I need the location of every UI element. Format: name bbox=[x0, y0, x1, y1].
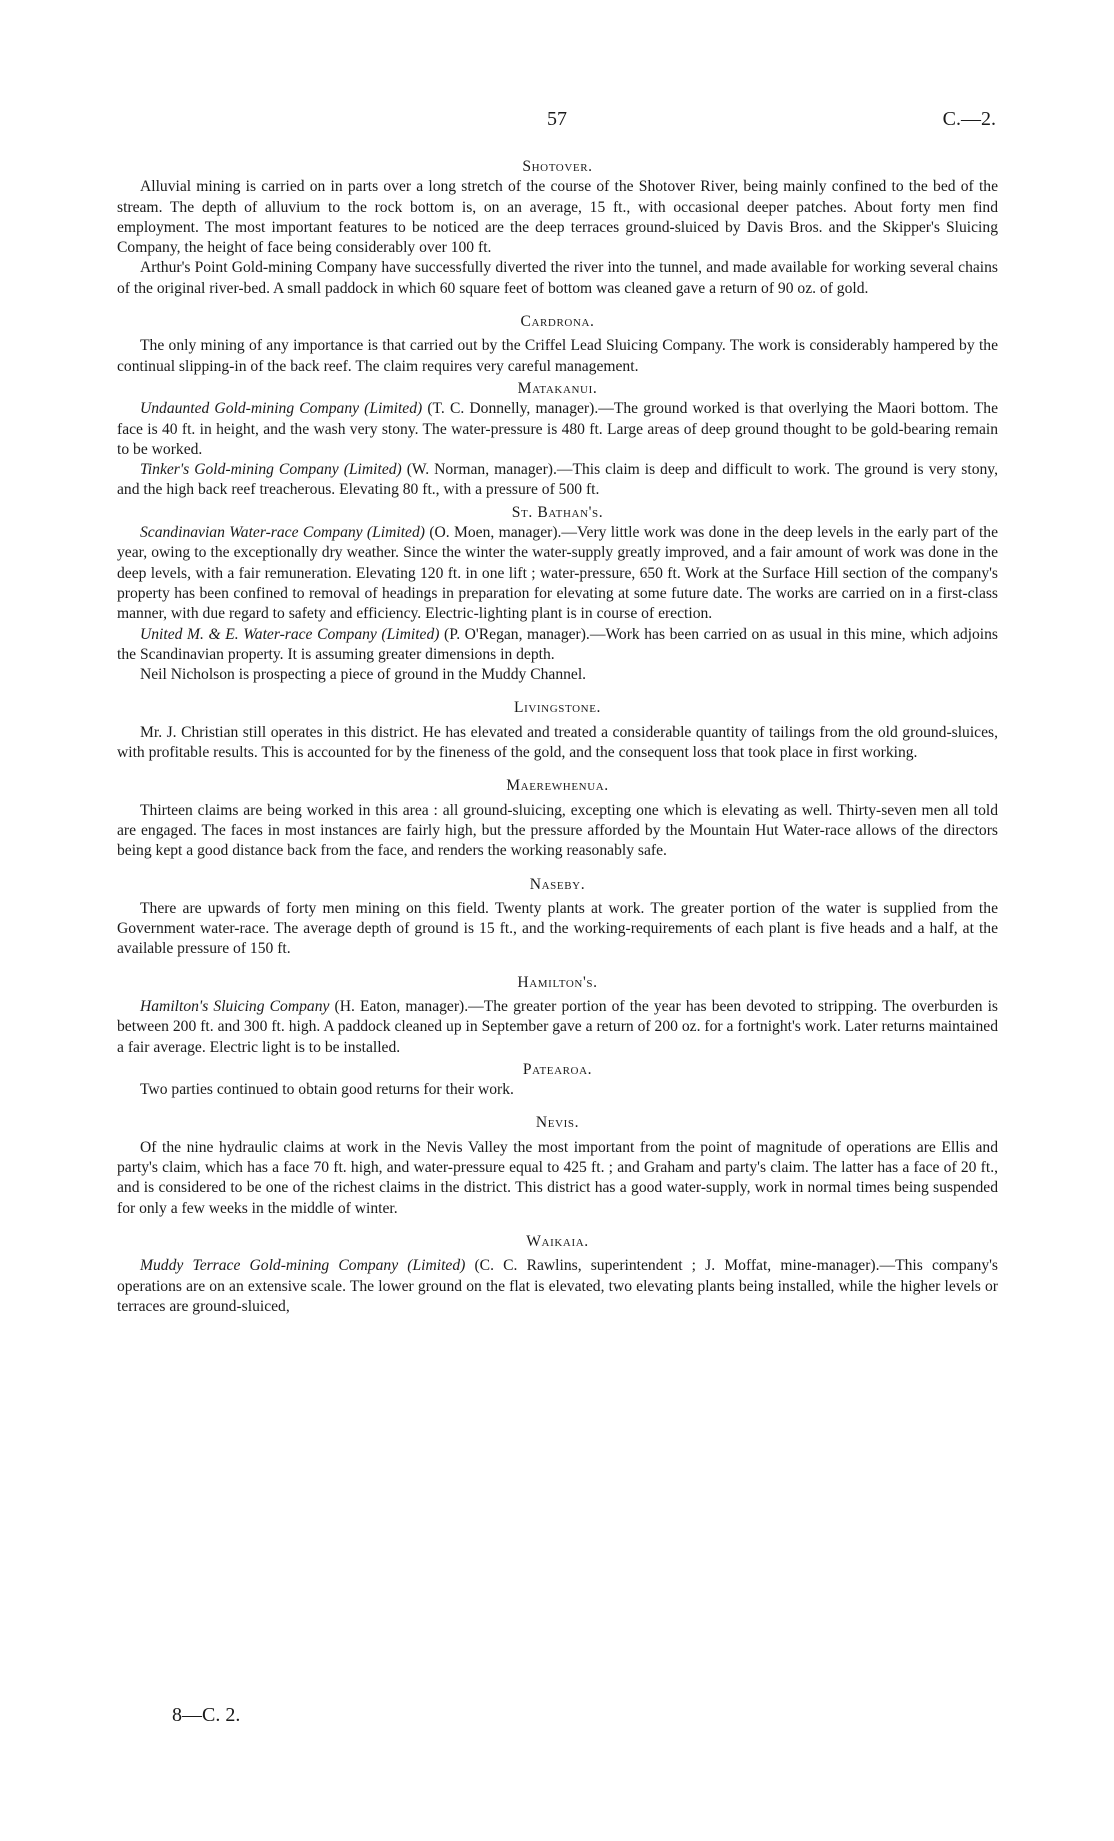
section-heading-waikaia: Waikaia. bbox=[526, 1232, 589, 1250]
section-heading-hamiltons: Hamilton's. bbox=[517, 973, 598, 991]
paragraph-text: (P. O'Regan, manager).—Work has been carried on as usual in this mine, which adjoins the Scandinavian property. It is assuming greater dimensions in depth. bbox=[117, 625, 998, 663]
paragraph bbox=[117, 523, 998, 624]
paragraph bbox=[117, 399, 998, 460]
paragraph bbox=[117, 1256, 998, 1317]
section-heading-st-bathans: St. Bathan's. bbox=[511, 503, 604, 521]
paragraph-text: (O. Moen, manager).—Very little work was done in the deep levels in the early part of the year, owing to the exceptionally dry weather. Since the winter the water-supply greatly improved, and a fair amount of work was done in the deep levels, with a fair remuneration. Elevating 120 ft. in one lift ; water-pressure, 650 ft. Work at the Surface Hill section of the company's property has been confined to removal of headings in preparation for elevating at some future date. The works are carried on in a first-class manner, with due regard to safety and efficiency. Electric-lighting plant is in course of erection. bbox=[117, 524, 998, 623]
paragraph: The only mining of any importance is that carried out by the Criffel Lead Sluicing Company. The work is considerably hampered by the continual slipping-in of the back reef. The claim requires very careful management. bbox=[117, 337, 998, 375]
paragraph: Alluvial mining is carried on in parts over a long stretch of the course of the Shotover River, being mainly confined to the bed of the stream. The depth of alluvium to the rock bottom is, on an average, 15 ft., with occasional deeper patches. About forty men find employment. The most important features to be noticed are the deep terraces ground-sluiced by Davis Bros. and the Skipper's Sluicing Company, the height of face being considerably over 100 ft. bbox=[117, 178, 998, 257]
page-body bbox=[117, 155, 998, 1317]
paragraph: Arthur's Point Gold-mining Company have successfully diverted the river into the tunnel, and made available for working several chains of the original river-bed. A small paddock in which 60 square feet of bottom was cleaned gave a return of 90 oz. of gold. bbox=[117, 259, 998, 297]
paragraph-text: (T. C. Donnelly, manager).—The ground worked is that overlying the Maori bottom. The face is 40 ft. in height, and the wash very stony. The water-pressure is 480 ft. Large areas of deep ground thought to be gold-bearing remain to be worked. bbox=[117, 400, 998, 458]
page-footer-signature: 8—C. 2. bbox=[172, 1704, 241, 1726]
page-number: 57 bbox=[547, 108, 567, 130]
paragraph-text: (W. Norman, manager).—This claim is deep and difficult to work. The ground is very stony, and the high back reef treacherous. Elevating 80 ft., with a pressure of 500 ft. bbox=[117, 461, 998, 499]
paragraph-text: (H. Eaton, manager).—The greater portion of the year has been devoted to stripping. The overburden is between 200 ft. and 300 ft. high. A paddock cleaned up in September gave a return of 200 oz. for a fortnight's work. Later returns maintained a fair average. Electric light is to be installed. bbox=[117, 997, 999, 1056]
paragraph: Two parties continued to obtain good returns for their work. bbox=[140, 1081, 514, 1099]
paragraph: Neil Nicholson is prospecting a piece of ground in the Muddy Channel. bbox=[140, 666, 587, 684]
document-reference: C.—2. bbox=[942, 108, 996, 130]
section-heading-cardrona: Cardrona. bbox=[520, 313, 595, 331]
paragraph: There are upwards of forty men mining on this field. Twenty plants at work. The greater portion of the water is supplied from the Government water-race. The average depth of ground is 15 ft., and the working-requirements of each plant is five heads and a half, at the available pressure of 150 ft. bbox=[117, 899, 998, 958]
section-heading-naseby: Naseby. bbox=[529, 875, 586, 893]
section-heading-nevis: Nevis. bbox=[535, 1114, 580, 1132]
paragraph bbox=[117, 997, 998, 1058]
paragraph bbox=[117, 625, 998, 666]
paragraph: Mr. J. Christian still operates in this district. He has elevated and treated a considerable quantity of tailings from the old ground-sluices, with profitable results. This is accounted for by the fineness of the gold, and the consequent loss that took place in first working. bbox=[117, 723, 998, 762]
paragraph-text: (C. C. Rawlins, superintendent ; J. Moffat, mine-manager).—This company's operations are on an extensive scale. The lower ground on the flat is elevated, two elevating plants being installed, while the higher levels or terraces are ground-sluiced, bbox=[117, 1257, 998, 1315]
section-heading-shotover: Shotover. bbox=[522, 158, 593, 175]
section-heading-livingstone: Livingstone. bbox=[513, 699, 602, 717]
company-name: Scandinavian Water-race Company (Limited) bbox=[140, 524, 425, 542]
company-name: Hamilton's Sluicing Company bbox=[140, 997, 330, 1015]
company-name: United M. & E. Water-race Company (Limited) bbox=[140, 625, 440, 643]
section-heading-patearoa: Patearoa. bbox=[522, 1060, 593, 1078]
page-header bbox=[0, 108, 1114, 134]
paragraph: Of the nine hydraulic claims at work in the Nevis Valley the most important from the point of magnitude of operations are Ellis and party's claim, which has a face 70 ft. high, and water-pressure equal to 425 ft. ; and Graham and party's claim. The latter has a face of 20 ft., and is considered to be one of the richest claims in the district. This district has a good water-supply, work in normal times being suspended for only a few weeks in the middle of winter. bbox=[117, 1138, 998, 1217]
section-heading-matakanui: Matakanui. bbox=[517, 379, 598, 397]
company-name: Muddy Terrace Gold-mining Company (Limited) bbox=[140, 1257, 466, 1275]
company-name: Tinker's Gold-mining Company (Limited) bbox=[140, 461, 402, 479]
paragraph bbox=[117, 460, 998, 501]
paragraph: Thirteen claims are being worked in this area : all ground-sluicing, excepting one which is elevating as well. Thirty-seven men all told are engaged. The faces in most instances are fairly high, but the pressure afforded by the Mountain Hut Water-race allows of the directors being kept a good distance back from the face, and renders the working reasonably safe. bbox=[117, 801, 998, 860]
company-name: Undaunted Gold-mining Company (Limited) bbox=[140, 400, 423, 418]
section-heading-maerewhenua: Maerewhenua. bbox=[506, 777, 609, 795]
